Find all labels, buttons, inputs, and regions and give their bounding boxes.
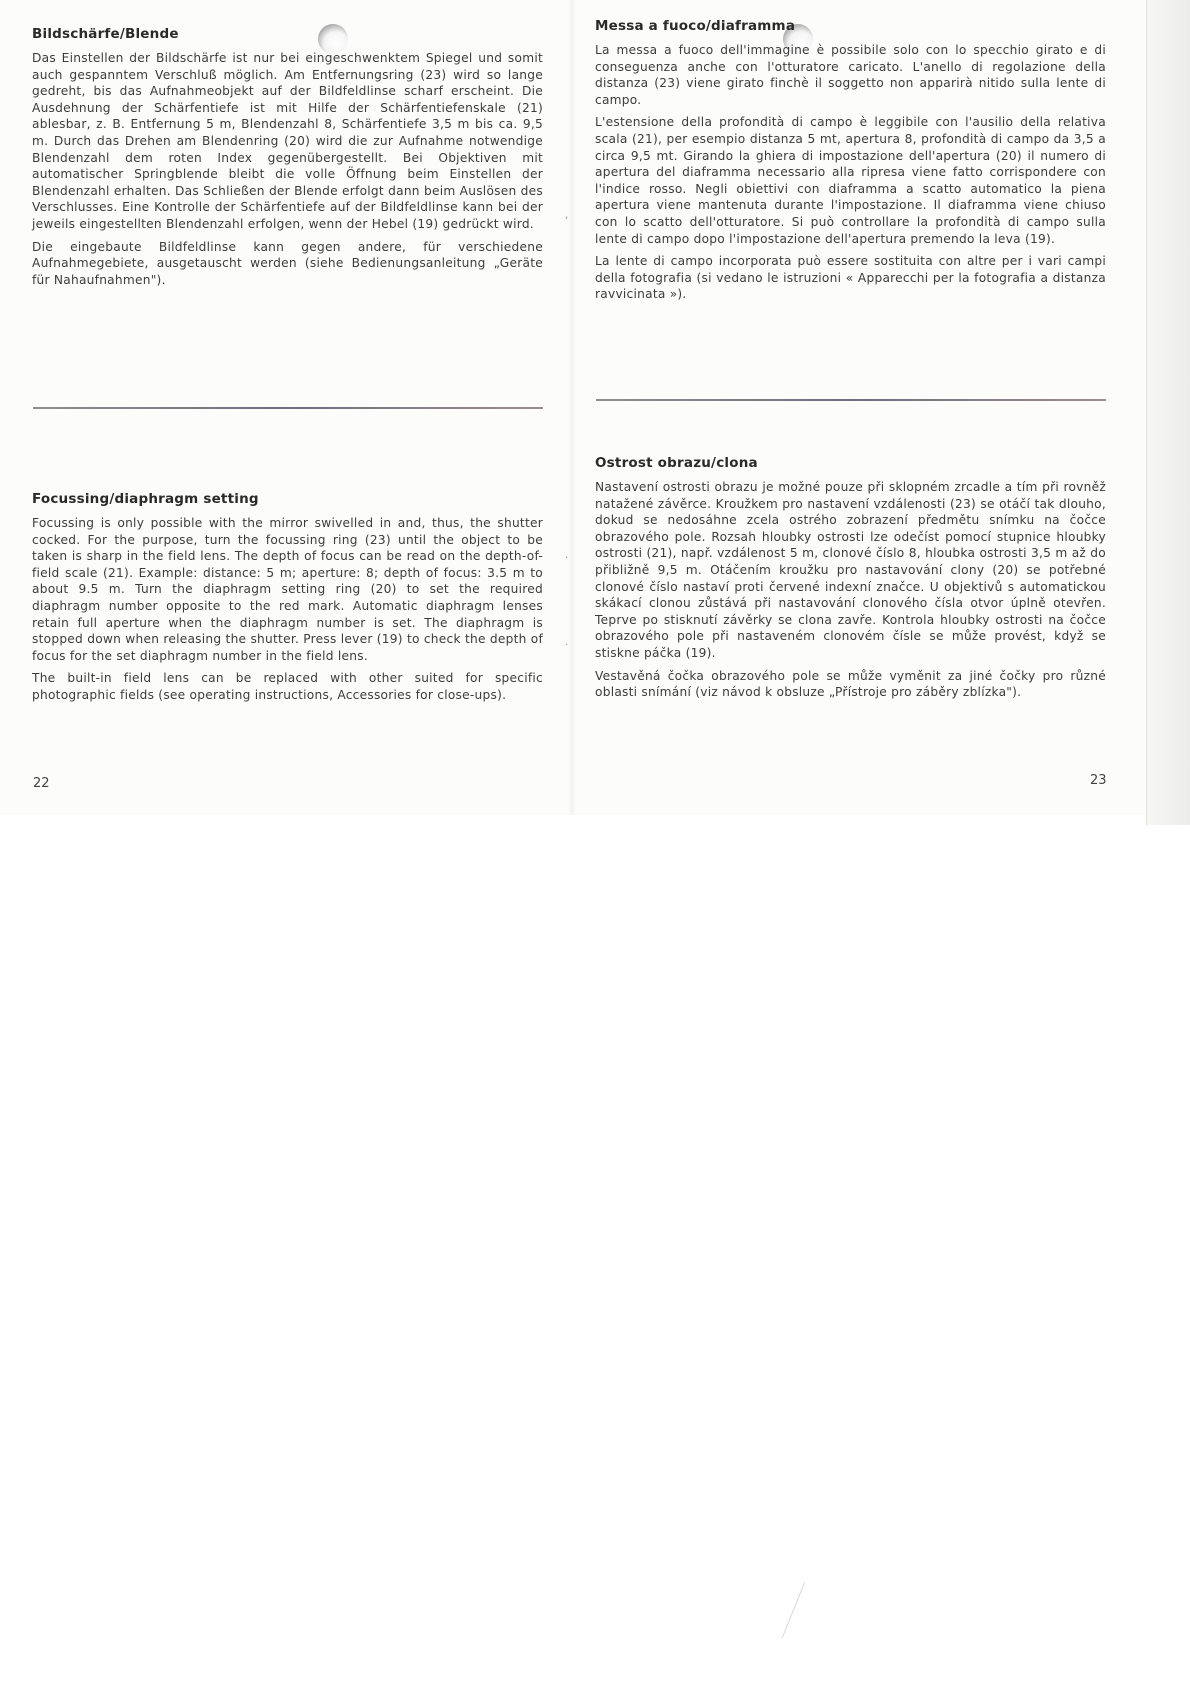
margin-speck: , — [565, 210, 569, 221]
left-divider-rule — [33, 407, 543, 409]
italian-paragraph-3: La lente di campo incorporata può essere sostituita con altre per i vari campi della fotografia (si vedano le istruzioni « Apparecchi per la fotografia a distanza ravvicinata »). — [595, 254, 1106, 302]
italian-paragraph-2: L'estensione della profondità di campo è leggibile con l'ausilio della relativa scala (21), per esempio distanza 5 mt, apertura 8, profondità di campo da 3,5 a circa 9,5 mt. Girando la ghiera di impostazione dell'apertura (20) il numero di apertura del diaframma necessario alla ripresa viene fatto corrispondere con l'indice rosso. Negli obiettivi con diaframma a scatto automatico la piena apertura viene mantenuta durante l'impostazione. Il diaframma viene chiuso con lo scatto dell'otturatore. Si può controllare la profondità di campo sulla lente di campo dopo l'impostazione dell'apertura premendo la leva (19). — [595, 115, 1106, 246]
czech-heading: Ostrost obrazu/clona — [595, 455, 758, 471]
english-paragraph-2: The built-in field lens can be replaced with other suited for specific photographic fields (see operating instructions, Accessories for close-ups). — [32, 671, 543, 702]
italian-paragraph-1: La messa a fuoco dell'immagine è possibile solo con lo specchio girato e di conseguenza anche con l'otturatore caricato. L'anello di regolazione della distanza (23) viene girato finchè il soggetto non apparirà nitido sulla lente di campo. — [595, 43, 1106, 107]
english-section — [32, 491, 543, 710]
page-number-right: 23 — [1090, 773, 1107, 788]
german-paragraph-2: Die eingebaute Bildfeldlinse kann gegen andere, für verschiedene Aufnahmegebiete, ausgetauscht werden (siehe Bedienungsanleitung „Geräte für Nahaufnahmen"). — [32, 239, 543, 287]
italian-section — [595, 18, 1106, 309]
czech-paragraph-1: Nastavení ostrosti obrazu je možné pouze při sklopném zrcadle a tím při rovněž natažené závěrce. Kroužkem pro nastavení vzdálenosti (23) se otáčí tak dlouho, dokud se nedosáhne zcela ostrého zobrazení předmětu snímku na čočce obrazového pole. Rozsah hloubky ostrosti lze odečíst pomocí stupnice hloubky ostrosti (21), např. vzdálenost 5 m, clonové číslo 8, hloubka ostrosti 3,5 m až do přibližně 9,5 m. Otáčením kroužku pro nastavování clony (20) se potřebné clonové číslo nastaví proti červené indexní značce. U objektivů s automatickou skákací clonou zůstává při nastavování clonového čísla otvor úplně otevřen. Teprve po stisknutí závěrky se clona zavře. Kontrola hloubky ostrosti na čočce obrazového pole při nastaveném clonovém čísle se může provést, když se stiskne páčka (19). — [595, 480, 1106, 660]
english-heading: Focussing/diaphragm setting — [32, 491, 259, 507]
page-gutter — [568, 0, 576, 815]
german-heading: Bildschärfe/Blende — [32, 26, 179, 42]
german-section — [32, 26, 543, 294]
scan-artifact-line — [782, 1582, 805, 1638]
page-edge — [1146, 0, 1190, 825]
right-divider-rule — [596, 399, 1106, 401]
english-paragraph-1: Focussing is only possible with the mirror swivelled in and, thus, the shutter cocked. For the purpose, turn the focussing ring (23) until the object to be taken is sharp in the field lens. The depth of focus can be read on the depth-of-field scale (21). Example: distance: 5 m; aperture: 8; depth of focus: 3.5 m to about 9.5 m. Turn the diaphragm setting ring (20) to set the required diaphragm number opposite to the red mark. Automatic diaphragm lenses retain full aperture when the diaphragm number is set. The diaphragm is stopped down when releasing the shutter. Press lever (19) to check the depth of focus for the set diaphragm number in the field lens. — [32, 516, 543, 663]
german-paragraph-1: Das Einstellen der Bildschärfe ist nur bei eingeschwenktem Spiegel und somit auch gespanntem Verschluß möglich. Am Entfernungsring (23) wird so lange gedreht, bis das Aufnahmeobjekt auf der Bildfeldlinse scharf erscheint. Die Ausdehnung der Schärfentiefe ist mit Hilfe der Schärfentiefenskale (21) ablesbar, z. B. Entfernung 5 m, Blendenzahl 8, Schärfentiefe 3,5 m bis ca. 9,5 m. Durch das Drehen am Blendenring (20) wird die zur Aufnahme notwendige Blendenzahl dem roten Index gegenübergestellt. Bei Objektiven mit automatischer Springblende bleibt die volle Öffnung beim Einstellen der Blendenzahl erhalten. Das Schließen der Blende erfolgt dann beim Auslösen des Verschlusses. Eine Kontrolle der Schärfentiefe auf der Bildfeldlinse kann bei der jeweils eingestellten Blendenzahl erfolgen, wenn der Hebel (19) gedrückt wird. — [32, 51, 543, 231]
czech-paragraph-2: Vestavěná čočka obrazového pole se může vyměnit za jiné čočky pro různé oblasti snímání (viz návod k obsluze „Přístroje pro záběry zblízka"). — [595, 668, 1106, 700]
margin-speck: · — [565, 553, 569, 564]
page-number-left: 22 — [33, 776, 50, 791]
italian-heading: Messa a fuoco/diaframma — [595, 18, 796, 34]
margin-speck: · — [565, 640, 569, 651]
czech-section — [595, 455, 1106, 707]
